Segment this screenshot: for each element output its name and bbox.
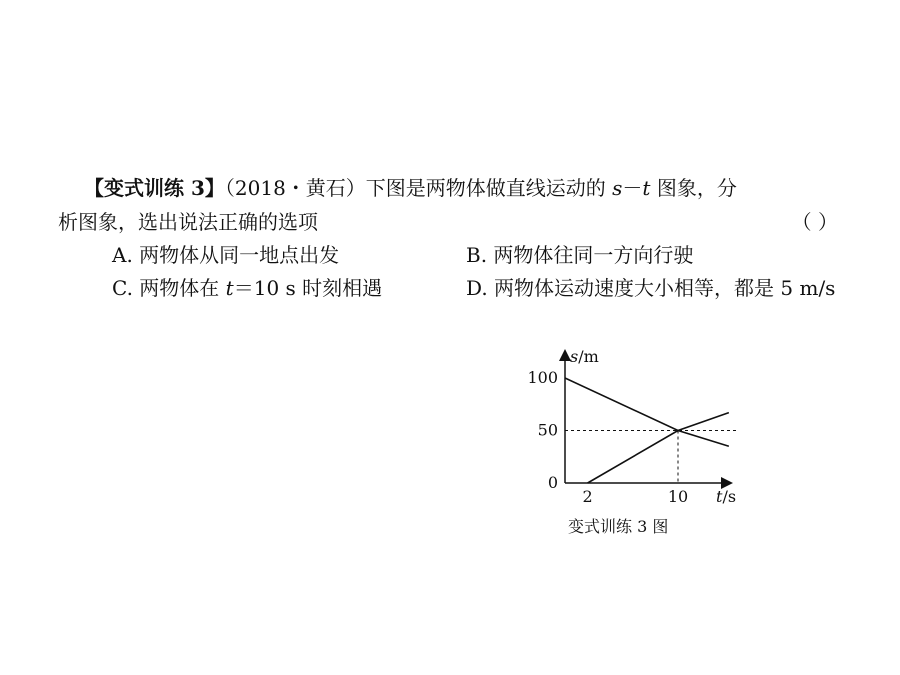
st-graph [520,340,770,550]
x-tick-label: 10 [667,487,689,506]
exercise-tag: 【变式训练 3】 [84,176,225,200]
dash: － [622,176,643,200]
variable-t: t [642,176,651,200]
variable-s: s [612,176,623,200]
problem-source: （2018・黄石） [224,176,366,200]
option-c-prefix: C. 两物体在 [112,276,226,300]
series-line-2 [588,413,729,483]
stem-text-part2: 图象，分 [650,176,737,200]
option-c [112,276,382,300]
option-c-variable: t [225,276,234,300]
series-line-1 [565,378,729,446]
option-d: D. 两物体运动速度大小相等，都是 5 m/s [466,276,836,300]
figure-caption: 变式训练 3 图 [568,517,669,536]
x-tick-label: 2 [582,487,593,506]
y-tick-label: 50 [537,420,558,440]
option-a: A. 两物体从同一地点出发 [112,243,340,267]
x-axis-label: t/s [716,487,737,506]
answer-parentheses: （ ） [791,210,838,234]
y-tick-label: 100 [527,368,558,387]
y-tick-label: 0 [547,473,558,492]
option-b: B. 两物体往同一方向行驶 [466,243,694,267]
st-graph-figure [520,340,770,550]
problem-stem-line-1 [84,176,737,200]
y-axis-label: s/m [570,347,599,366]
stem-text-part1: 下图是两物体做直线运动的 [365,176,613,200]
stem-text-line2: 析图象，选出说法正确的选项 [58,210,318,234]
option-c-suffix: ＝10 s 时刻相遇 [233,276,383,300]
problem-stem-line-2 [58,210,838,234]
